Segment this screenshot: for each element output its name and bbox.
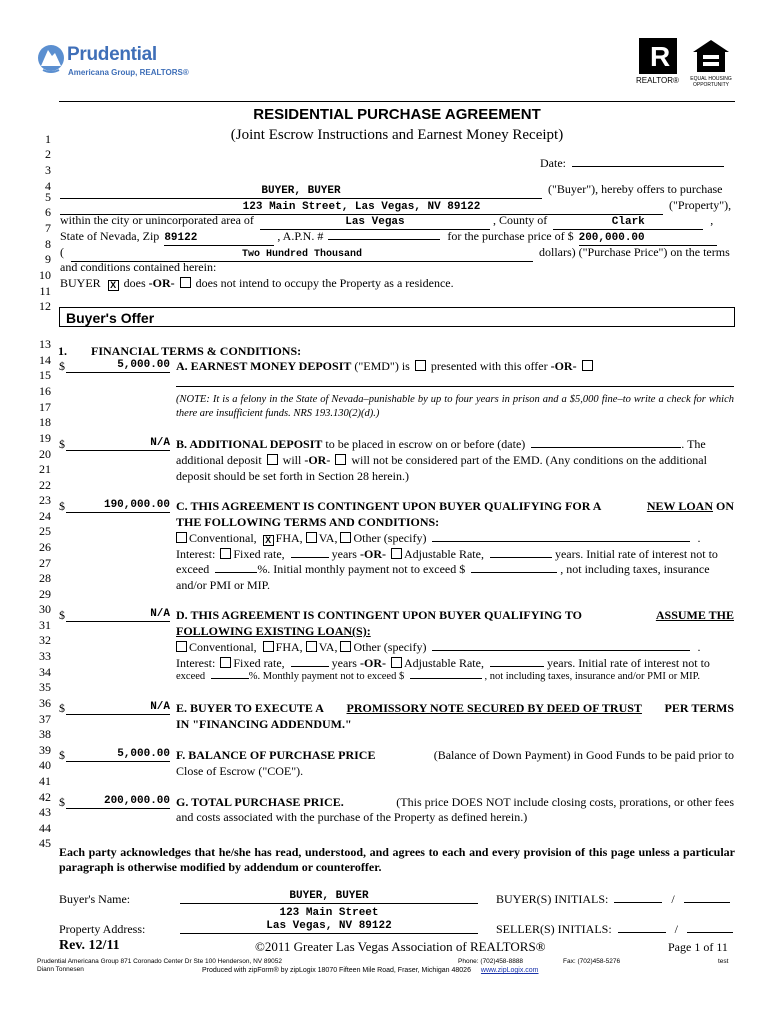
line-number: 30	[39, 602, 51, 616]
line-number: 25	[39, 524, 51, 538]
line-number: 19	[39, 431, 51, 445]
line-number: 38	[39, 727, 51, 741]
d-other-field[interactable]	[432, 650, 690, 651]
c-adjustable-checkbox[interactable]	[391, 548, 402, 559]
d-fixed-checkbox[interactable]	[220, 657, 231, 668]
purchase-price-field[interactable]: 200,000.00	[579, 232, 717, 246]
line-number: 21	[39, 462, 51, 476]
revision: Rev. 12/11	[59, 938, 120, 953]
line-number: 11	[39, 284, 51, 298]
line-number: 32	[39, 633, 51, 647]
buyers-name-field[interactable]: BUYER, BUYER	[180, 890, 478, 904]
line-number: 24	[39, 509, 51, 523]
line-number: 6	[45, 205, 51, 219]
line-number: 23	[39, 493, 51, 507]
d-adjustable-checkbox[interactable]	[391, 657, 402, 668]
b-date-field[interactable]	[531, 447, 681, 448]
d-conventional-checkbox[interactable]	[176, 641, 187, 652]
date-field[interactable]	[572, 166, 724, 167]
date-row: Date:	[540, 155, 724, 171]
d-fha-checkbox[interactable]	[263, 641, 274, 652]
does-occupy-checkbox[interactable]: X	[108, 280, 119, 291]
d-exceed-row: exceed %. Monthly payment not to exceed $ , not including taxes, insurance and/or PMI or MIP.	[176, 671, 700, 682]
realtor-caption: REALTOR®	[636, 76, 679, 85]
a-line: A. EARNEST MONEY DEPOSIT ("EMD") is presented with this offer -OR-	[176, 359, 595, 374]
c-other-field[interactable]	[432, 541, 690, 542]
buyer-initials-field-2[interactable]	[684, 902, 730, 903]
realtor-logo	[636, 38, 680, 86]
zipform-credit: Produced with zipForm® by zipLogix 18070 Fifteen Mile Road, Fraser, Michigan 48026 www.zipLogix.com	[202, 967, 539, 974]
page-subtitle: (Joint Escrow Instructions and Earnest Money Receipt)	[230, 127, 564, 143]
line-number: 36	[39, 696, 51, 710]
a-other-blank[interactable]	[176, 386, 734, 387]
property-address-label: Property Address:	[59, 922, 146, 936]
line-number: 26	[39, 540, 51, 554]
form-name: test	[718, 958, 729, 965]
c-fixed-checkbox[interactable]	[220, 548, 231, 559]
financial-heading: FINANCIAL TERMS & CONDITIONS:	[91, 344, 302, 358]
section-header-buyers-offer: Buyer's Offer	[59, 307, 735, 327]
line-number: 44	[39, 821, 51, 835]
footer-property-line1: 123 Main Street	[279, 907, 379, 919]
price-words-field[interactable]: Two Hundred Thousand	[71, 248, 533, 262]
line-number: 29	[39, 587, 51, 601]
office-fax: Fax: (702)458-5276	[563, 958, 621, 965]
d-other-checkbox[interactable]	[340, 641, 351, 652]
f-dollar: $	[59, 748, 65, 762]
c-loan-type-row: Conventional, X FHA, VA, Other (specify) .	[176, 531, 700, 546]
a-dollar: $	[59, 359, 65, 373]
agent-name: Diann Tonnesen	[37, 966, 84, 973]
line-number: 2	[45, 147, 51, 161]
a-note: (NOTE: It is a felony in the State of Nevada–punishable by up to four years in prison and a $5,000 fine–to write a check for which there are insufficient funds. NRS 193.130(2)(d).)	[176, 394, 734, 419]
f-line2: Close of Escrow ("COE").	[176, 764, 304, 778]
c-va-checkbox[interactable]	[306, 532, 317, 543]
price-words-row: ( Two Hundred Thousand dollars) ("Purchase Price") on the terms	[60, 245, 730, 260]
c-title2: THE FOLLOWING TERMS AND CONDITIONS:	[176, 515, 440, 529]
f-line1: F. BALANCE OF PURCHASE PRICE (Balance of Down Payment) in Good Funds to be paid prior to	[176, 748, 734, 762]
occupancy-row: BUYER X does -OR- does not intend to occupy the Property as a residence.	[60, 276, 454, 290]
g-amount-field[interactable]: 200,000.00	[66, 795, 170, 809]
line-number: 27	[39, 556, 51, 570]
d-dollar: $	[59, 608, 65, 622]
line-number: 8	[45, 237, 51, 251]
property-address-field[interactable]: 123 Main Street, Las Vegas, NV 89122	[60, 201, 663, 215]
line-number: 42	[39, 790, 51, 804]
c-pmi-row: and/or PMI or MIP.	[176, 578, 271, 592]
c-exceed-row: exceed %. Initial monthly payment not to exceed $ , not including taxes, insurance	[176, 562, 710, 576]
b-line1: B. ADDITIONAL DEPOSIT to be placed in escrow on or before (date) . The	[176, 437, 706, 451]
e-amount-field[interactable]: N/A	[66, 701, 170, 715]
line-number: 22	[39, 478, 51, 492]
line-number: 9	[45, 252, 51, 266]
b-will-checkbox[interactable]	[267, 454, 278, 465]
office-phone: Phone: (702)458-8888	[458, 958, 524, 965]
d-payment-field[interactable]	[410, 678, 482, 679]
emd-other-checkbox[interactable]	[582, 360, 593, 371]
eho-caption: EQUAL HOUSING OPPORTUNITY	[690, 76, 732, 88]
line-number: 18	[39, 415, 51, 429]
line-number: 43	[39, 805, 51, 819]
b-amount-field[interactable]: N/A	[66, 437, 170, 451]
line-number: 40	[39, 758, 51, 772]
brand-name: Prudential	[67, 44, 157, 65]
line-number: 14	[39, 353, 51, 367]
office-info: Prudential Americana Group 871 Coronado Center Dr Ste 100 Henderson, NV 89052	[37, 958, 282, 965]
c-fixed-years-field[interactable]	[291, 557, 329, 558]
line-number: 31	[39, 618, 51, 632]
d-adjustable-years-field[interactable]	[490, 666, 544, 667]
line-number: 3	[45, 163, 51, 177]
b-dollar: $	[59, 437, 65, 451]
acknowledgement: Each party acknowledges that he/she has read, understood, and agrees to each and every provision of this page unless a particular paragraph is otherwise modified by addendum or counteroffer.	[59, 845, 735, 874]
c-amount-field[interactable]: 190,000.00	[66, 499, 170, 513]
ziplogix-link[interactable]: www.zipLogix.com	[480, 967, 539, 974]
line-number: 12	[39, 299, 51, 313]
brand-sub: Americana Group, REALTORS®	[68, 68, 189, 77]
page-number: Page 1 of 11	[668, 940, 728, 954]
apn-field[interactable]	[328, 239, 440, 240]
line-number: 10	[39, 268, 51, 282]
c-rate-field[interactable]	[215, 572, 257, 573]
seller-initials-row: SELLER(S) INITIALS: /	[496, 922, 733, 937]
e-title2: IN "FINANCING ADDENDUM."	[176, 717, 352, 731]
city-field[interactable]: Las Vegas	[260, 216, 490, 230]
terms-row: and conditions contained herein:	[60, 260, 217, 274]
line-number: 7	[45, 221, 51, 235]
d-title2: FOLLOWING EXISTING LOAN(S):	[176, 624, 371, 638]
line-number: 13	[39, 337, 51, 351]
line-number: 41	[39, 774, 51, 788]
brand-logo	[37, 42, 217, 84]
d-amount-field[interactable]: N/A	[66, 608, 170, 622]
equal-housing-house-icon	[691, 38, 731, 74]
line-number: 45	[39, 836, 51, 850]
buyers-name-label: Buyer's Name:	[59, 892, 131, 906]
line-number: 20	[39, 447, 51, 461]
line-number: 17	[39, 400, 51, 414]
buyer-initials-field-1[interactable]	[614, 902, 662, 903]
buyer-initials-row: BUYER(S) INITIALS: /	[496, 892, 730, 907]
line-number: 34	[39, 665, 51, 679]
buyer-row: BUYER, BUYER ("Buyer"), hereby offers to purchase	[60, 181, 723, 199]
line-number: 15	[39, 368, 51, 382]
copyright: ©2011 Greater Las Vegas Association of REALTORS®	[255, 939, 546, 954]
d-title1: D. THIS AGREEMENT IS CONTINGENT UPON BUYER QUALIFYING TO ASSUME THE	[176, 608, 734, 622]
d-va-checkbox[interactable]	[306, 641, 317, 652]
b-line3: deposit should be set forth in Section 28 herein.)	[176, 469, 409, 483]
title-rule-top	[59, 101, 735, 102]
d-fixed-years-field[interactable]	[291, 666, 329, 667]
e-dollar: $	[59, 701, 65, 715]
emd-presented-checkbox[interactable]	[415, 360, 426, 371]
equal-housing-logo	[688, 38, 734, 86]
c-interest-row: Interest: Fixed rate, years -OR- Adjustable Rate, years. Initial rate of interest not to	[176, 547, 718, 561]
page-title: RESIDENTIAL PURCHASE AGREEMENT	[253, 106, 541, 123]
d-interest-row: Interest: Fixed rate, years -OR- Adjustable Rate, years. Initial rate of interest not to	[176, 656, 710, 670]
county-field[interactable]: Clark	[553, 216, 703, 230]
zip-field[interactable]: 89122	[164, 232, 274, 246]
line-number: 16	[39, 384, 51, 398]
c-other-checkbox[interactable]	[340, 532, 351, 543]
line-number: 37	[39, 712, 51, 726]
seller-initials-field-2[interactable]	[687, 932, 733, 933]
line-number: 35	[39, 680, 51, 694]
line-number: 39	[39, 743, 51, 757]
buyer-name-field[interactable]: BUYER, BUYER	[60, 185, 542, 199]
e-title1: E. BUYER TO EXECUTE A PROMISSORY NOTE SECURED BY DEED OF TRUST PER TERMS	[176, 701, 734, 715]
g-line2: and costs associated with the purchase of the Property as defined herein.)	[176, 810, 528, 824]
line-number: 4	[45, 179, 51, 193]
c-conventional-checkbox[interactable]	[176, 532, 187, 543]
seller-initials-field-1[interactable]	[618, 932, 666, 933]
d-rate-field[interactable]	[211, 678, 249, 679]
realtor-r-icon: R	[639, 38, 677, 74]
d-loan-type-row: Conventional, FHA, VA, Other (specify) .	[176, 640, 700, 655]
zip-row: State of Nevada, Zip 89122 , A.P.N. # for the purchase price of $ 200,000.00	[60, 228, 717, 246]
city-row: within the city or unincorporated area of Las Vegas , County of Clark ,	[60, 213, 714, 228]
c-adjustable-years-field[interactable]	[490, 557, 552, 558]
rock-logo-icon	[37, 44, 65, 76]
c-title1: C. THIS AGREEMENT IS CONTINGENT UPON BUYER QUALIFYING FOR A NEW LOAN ON	[176, 499, 734, 513]
footer-property-line2[interactable]: Las Vegas, NV 89122	[180, 920, 478, 934]
line-number: 33	[39, 649, 51, 663]
line-number: 1	[45, 132, 51, 146]
line-number: 28	[39, 571, 51, 585]
f-amount-field[interactable]: 5,000.00	[66, 748, 170, 762]
c-fha-checkbox[interactable]: X	[263, 535, 274, 546]
g-dollar: $	[59, 795, 65, 809]
c-payment-field[interactable]	[471, 572, 557, 573]
c-dollar: $	[59, 499, 65, 513]
does-not-occupy-checkbox[interactable]	[180, 277, 191, 288]
line-number: 5	[45, 190, 51, 204]
property-row: 123 Main Street, Las Vegas, NV 89122 ("Property"),	[60, 197, 731, 215]
g-line1: G. TOTAL PURCHASE PRICE. (This price DOES NOT include closing costs, prorations, or other fees	[176, 795, 734, 809]
b-will-not-checkbox[interactable]	[335, 454, 346, 465]
b-line2: additional deposit will -OR- will not be considered part of the EMD. (Any conditions on the additional	[176, 453, 707, 467]
a-amount-field[interactable]: 5,000.00	[66, 359, 170, 373]
financial-num: 1.	[58, 344, 67, 358]
